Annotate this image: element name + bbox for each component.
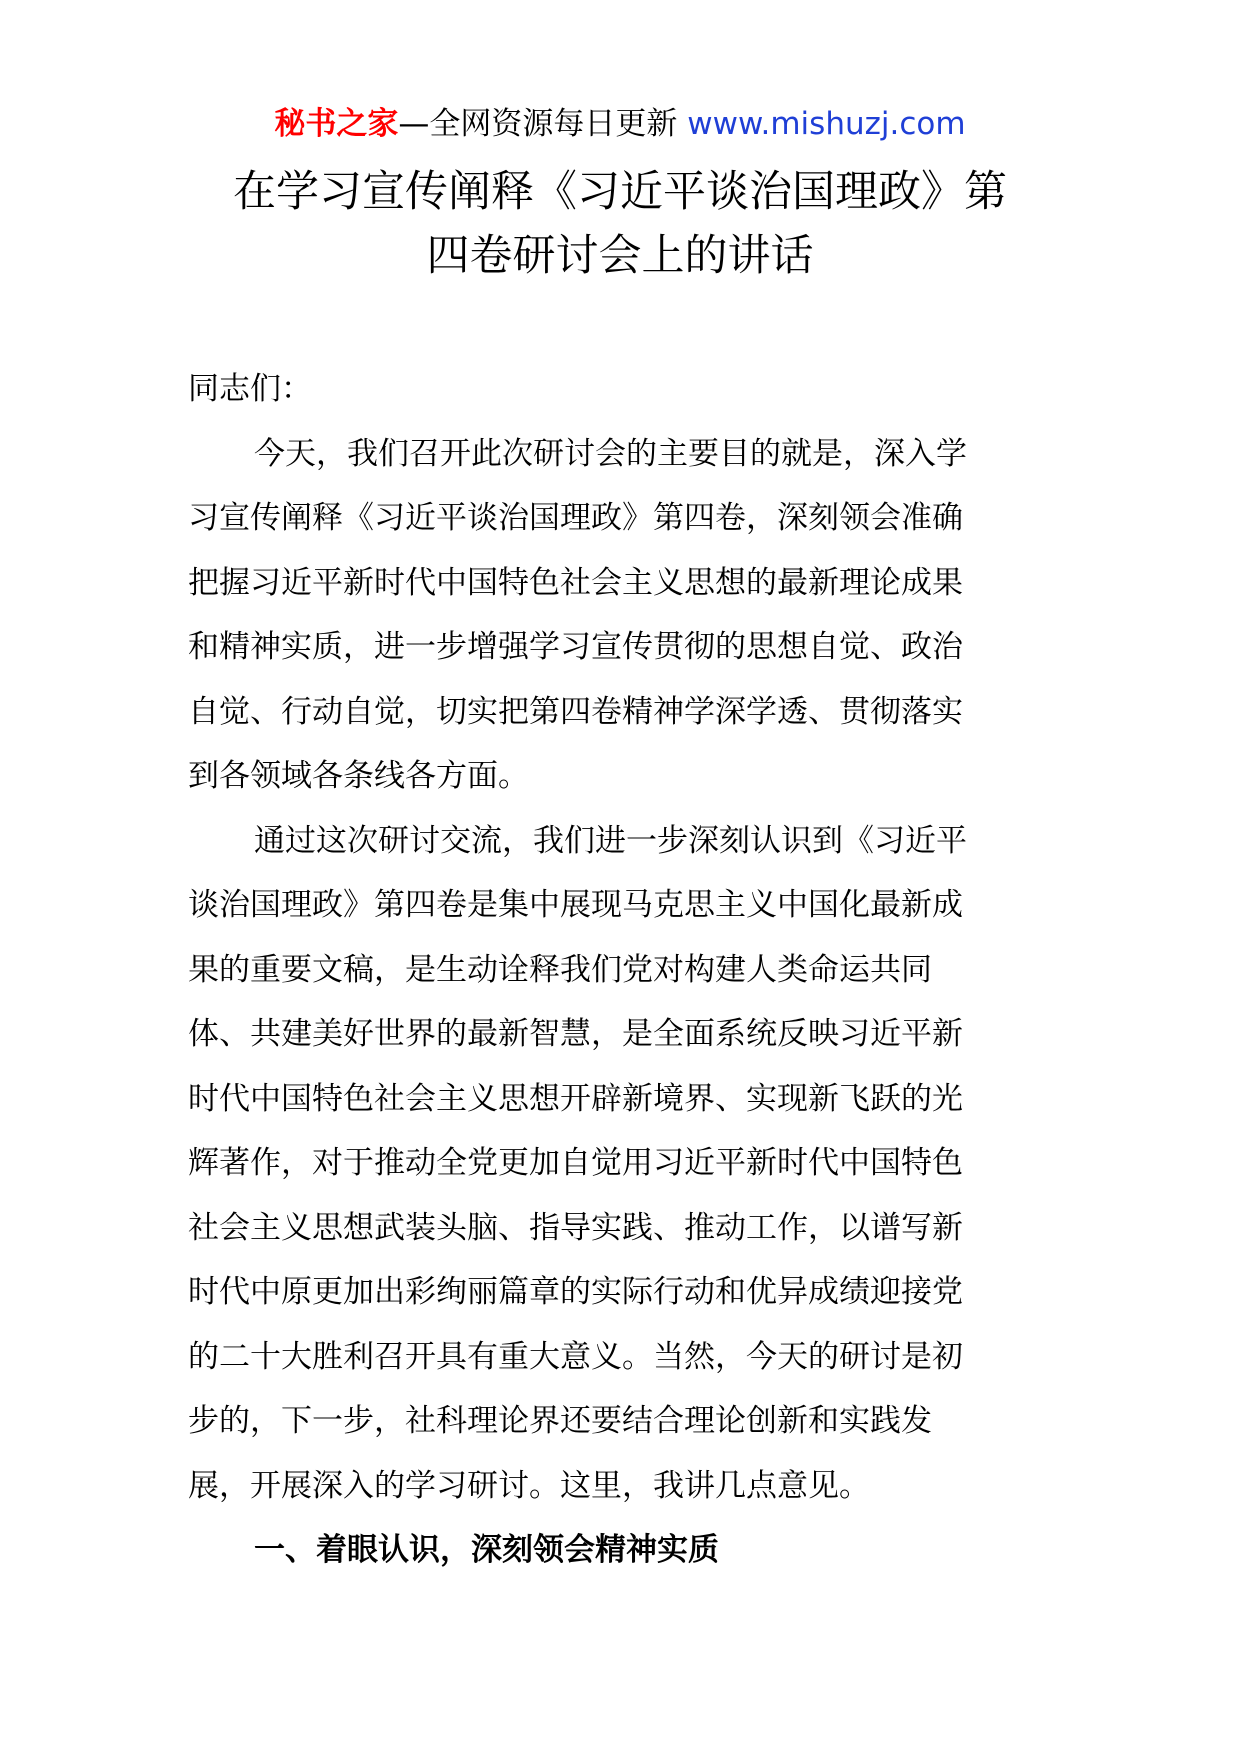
header-tagline: —全网资源每日更新: [398, 106, 688, 142]
document-body: [188, 357, 1054, 1583]
paragraph-2-line: 果的重要文稿，是生动诠释我们党对构建人类命运共同: [188, 951, 932, 988]
title-line: 在学习宣传阐释《习近平谈治国理政》第: [233, 167, 1007, 217]
paragraph-2-line: 步的，下一步，社科理论界还要结合理论创新和实践发: [188, 1403, 932, 1439]
paragraph-2-line: 谈治国理政》第四卷是集中展现马克思主义中国化最新成: [188, 887, 963, 923]
document-title: [180, 160, 1060, 288]
title-line: 四卷研讨会上的讲话: [426, 231, 814, 281]
paragraph-1-line: 和精神实质，进一步增强学习宣传贯彻的思想自觉、政治: [188, 629, 963, 665]
paragraph-2-line: 通过这次研讨交流，我们进一步深刻认识到《习近平: [254, 822, 967, 859]
greeting: 同志们：: [188, 371, 312, 407]
paragraph-2-line: 辉著作，对于推动全党更加自觉用习近平新时代中国特色: [188, 1145, 963, 1181]
section-heading: 一、着眼认识，深刻领会精神实质: [254, 1532, 719, 1568]
site-url-link[interactable]: www.mishuzj.com: [687, 106, 966, 142]
paragraph-1-line: 把握习近平新时代中国特色社会主义思想的最新理论成果: [188, 564, 963, 601]
paragraph-2-line: 体、共建美好世界的最新智慧，是全面系统反映习近平新: [188, 1016, 963, 1052]
paragraph-1-line: 习宣传阐释《习近平谈治国理政》第四卷，深刻领会准确: [188, 500, 963, 536]
paragraph-2-line: 时代中原更加出彩绚丽篇章的实际行动和优异成绩迎接党: [188, 1274, 963, 1310]
paragraph-2-line: 社会主义思想武装头脑、指导实践、推动工作，以谱写新: [188, 1209, 963, 1246]
paragraph-1-line: 今天，我们召开此次研讨会的主要目的就是，深入学: [254, 435, 967, 472]
site-header: [0, 100, 1240, 148]
paragraph-2-line: 的二十大胜利召开具有重大意义。当然，今天的研讨是初: [188, 1338, 963, 1375]
paragraph-2-line: 时代中国特色社会主义思想开辟新境界、实现新飞跃的光: [188, 1080, 963, 1117]
paragraph-2-line: 展，开展深入的学习研讨。这里，我讲几点意见。: [188, 1467, 870, 1504]
brand-name: 秘书之家: [274, 106, 399, 142]
paragraph-1-line: 到各领域各条线各方面。: [188, 758, 529, 794]
paragraph-1-line: 自觉、行动自觉，切实把第四卷精神学深学透、贯彻落实: [188, 693, 963, 730]
